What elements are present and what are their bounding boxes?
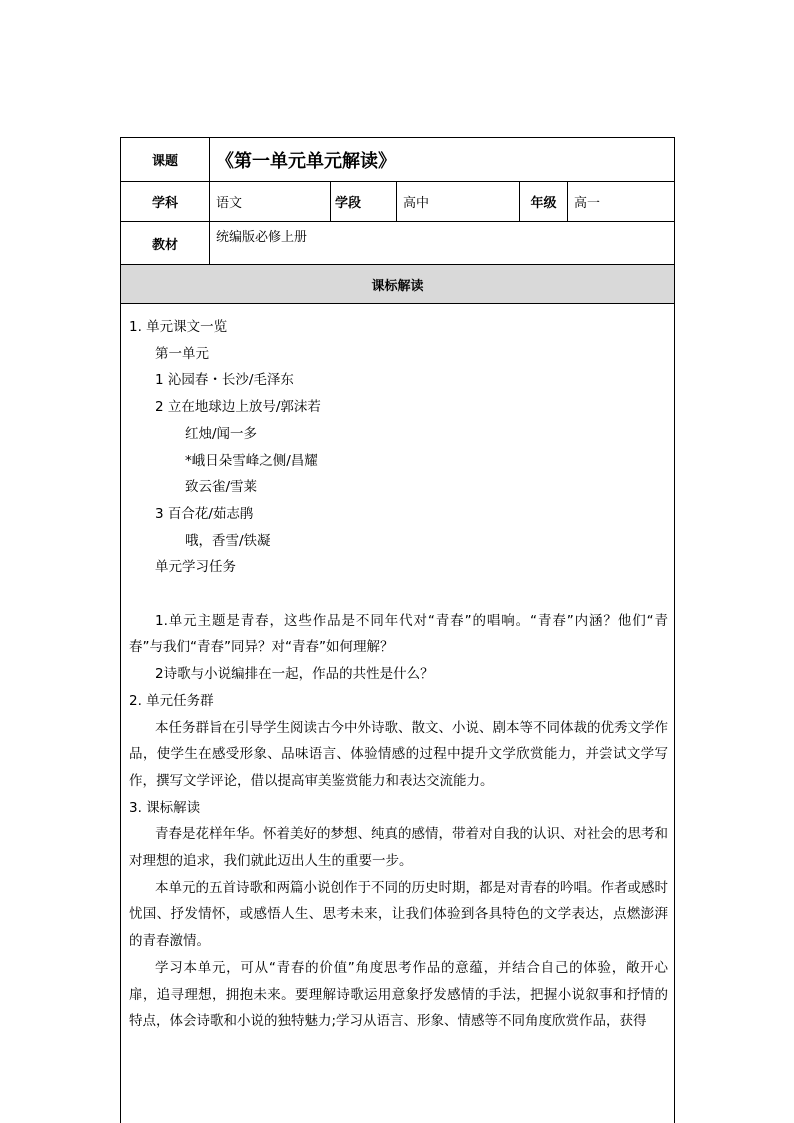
heading-standard-reading: 3. 课标解读 — [129, 799, 201, 816]
text-subitem: 致云雀/雪莱 — [185, 479, 258, 496]
textbook-label: 教材 — [121, 222, 210, 264]
section-header-row — [121, 265, 674, 304]
paragraph: 学习本单元，可从“青春的价值”角度思考作品的意蕴，并结合自己的体验，敞开心扉，追寻理想，拥抱未来。要理解诗歌运用意象抒发感情的手法，把握小说叙事和抒情的特点，体会诗歌和小说的独特魅力;学习从语言、形象、情感等不同角度欣赏作品，获得 — [129, 959, 668, 1030]
heading-unit-texts: 1. 单元课文一览 — [129, 319, 228, 335]
text-subitem: 红烛/闻一多 — [185, 425, 258, 442]
subject-row — [121, 182, 674, 222]
textbook-row — [121, 222, 674, 265]
spacer — [129, 581, 668, 608]
topic-label: 课题 — [121, 138, 210, 181]
grade-value: 高一 — [574, 196, 601, 211]
heading-task-group: 2. 单元任务群 — [129, 692, 214, 709]
topic-row — [121, 138, 674, 182]
tasks-heading: 单元学习任务 — [155, 559, 236, 576]
task-1: 1.单元主题是青春，这些作品是不同年代对“青春”的唱响。“青春”内涵？他们“青春”与我们“青春”同异？对“青春”如何理解？ — [129, 612, 668, 656]
text-subitem: *峨日朵雪峰之侧/昌耀 — [185, 452, 318, 469]
textbook-value: 统编版必修上册 — [216, 230, 308, 245]
stage-label: 学段 — [331, 182, 397, 221]
lesson-plan-table — [120, 137, 675, 1123]
subject-value: 语文 — [210, 182, 331, 221]
paragraph: 青春是花样年华。怀着美好的梦想、纯真的感情，带着对自我的认识、对社会的思考和对理想的追求，我们就此迈出人生的重要一步。 — [129, 826, 668, 870]
text-item: 2 立在地球边上放号/郭沫若 — [155, 399, 321, 416]
text-item: 3 百合花/茹志鹃 — [155, 505, 254, 522]
task-2: 2诗歌与小说编排在一起，作品的共性是什么？ — [155, 666, 434, 683]
topic-value: 《第一单元单元解读》 — [216, 150, 396, 172]
subject-label: 学科 — [121, 182, 210, 221]
text-item: 1 沁园春・长沙/毛泽东 — [155, 372, 294, 389]
paragraph: 本单元的五首诗歌和两篇小说创作于不同的历史时期，都是对青春的吟唱。作者或感时忧国、抒发情怀，或感悟人生、思考未来，让我们体验到各具特色的文学表达，点燃澎湃的青春激情。 — [129, 879, 668, 950]
section-body — [129, 314, 668, 1035]
task-group-paragraph: 本任务群旨在引导学生阅读古今中外诗歌、散文、小说、剧本等不同体裁的优秀文学作品，使学生在感受形象、品味语言、体验情感的过程中提升文学欣赏能力，并尝试文学写作，撰写文学评论，借以提高审美鉴赏能力和表达交流能力。 — [129, 719, 668, 789]
section-title: 课标解读 — [371, 278, 424, 294]
unit-name: 第一单元 — [155, 345, 209, 362]
text-subitem: 哦，香雪/铁凝 — [185, 532, 271, 549]
grade-label: 年级 — [520, 182, 568, 221]
stage-value: 高中 — [397, 182, 520, 221]
